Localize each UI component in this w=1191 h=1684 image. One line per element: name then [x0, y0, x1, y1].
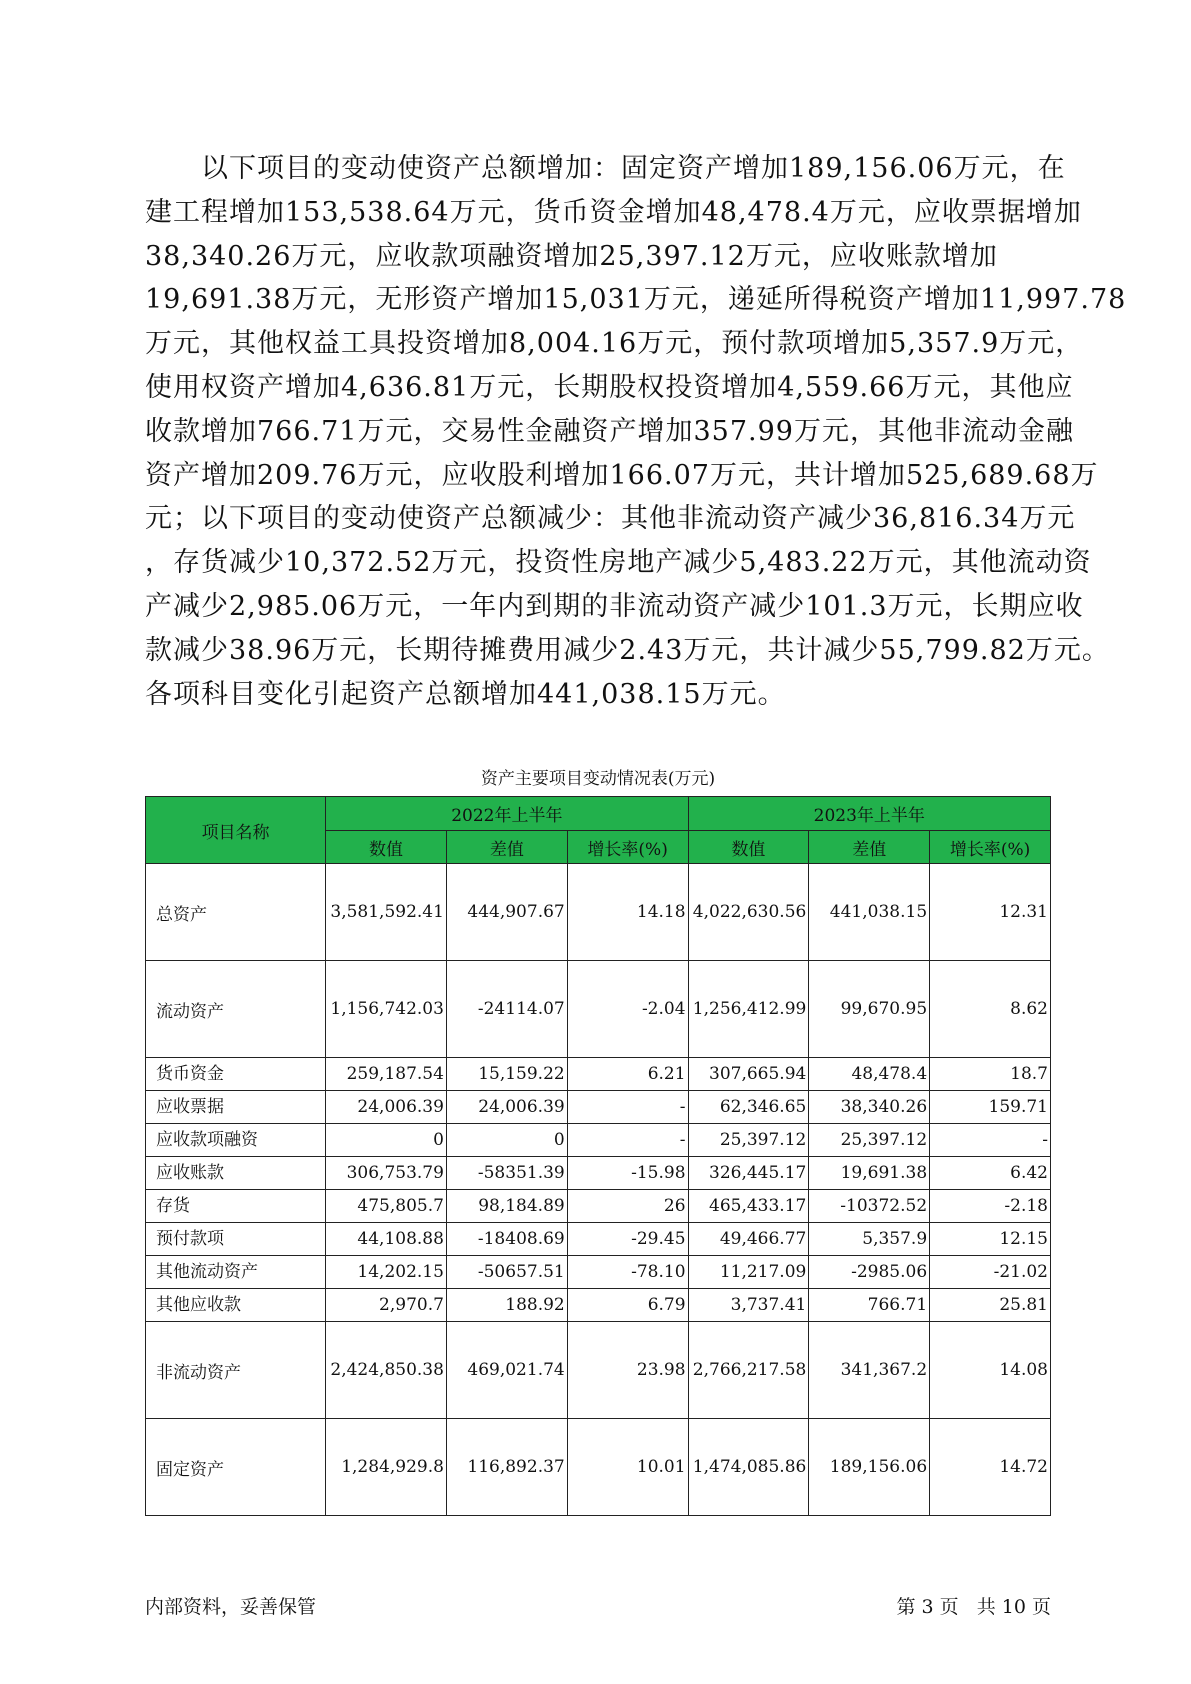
row-value-cell: 26	[567, 1190, 688, 1223]
row-value-cell: 25.81	[930, 1289, 1051, 1322]
row-value-cell: 38,340.26	[809, 1091, 930, 1124]
table-body	[146, 864, 1051, 1516]
row-value-cell: 14.72	[930, 1419, 1051, 1516]
row-value-cell: -58351.39	[446, 1157, 567, 1190]
row-item-name: 应收票据	[146, 1091, 326, 1124]
row-value-cell: -	[567, 1124, 688, 1157]
paragraph-line: 38,340.26万元，应收款项融资增加25,397.12万元，应收账款增加	[145, 240, 998, 272]
row-value-cell: 766.71	[809, 1289, 930, 1322]
row-value-cell: 4,022,630.56	[688, 864, 809, 961]
row-value-cell: 0	[326, 1124, 447, 1157]
row-value-cell: 44,108.88	[326, 1223, 447, 1256]
row-item-name: 其他流动资产	[146, 1256, 326, 1289]
row-value-cell: -2.18	[930, 1190, 1051, 1223]
table-row	[146, 1157, 1051, 1190]
row-value-cell: 98,184.89	[446, 1190, 567, 1223]
paragraph-line: 资产增加209.76万元，应收股利增加166.07万元，共计增加525,689.68万	[145, 459, 1099, 491]
header-rate-2022: 增长率(%)	[567, 831, 688, 864]
paragraph-line: 收款增加766.71万元，交易性金融资产增加357.99万元，其他非流动金融	[145, 415, 1074, 447]
row-value-cell: -50657.51	[446, 1256, 567, 1289]
table-row	[146, 1058, 1051, 1091]
header-diff-2023: 差值	[809, 831, 930, 864]
row-value-cell: -78.10	[567, 1256, 688, 1289]
row-value-cell: -15.98	[567, 1157, 688, 1190]
row-value-cell: -	[567, 1091, 688, 1124]
footer-page-number: 第 3 页 共 10 页	[896, 1596, 1051, 1618]
row-value-cell: 23.98	[567, 1322, 688, 1419]
table-row	[146, 1124, 1051, 1157]
row-value-cell: 12.31	[930, 864, 1051, 961]
table-row	[146, 961, 1051, 1058]
paragraph-line: 以下项目的变动使资产总额增加：固定资产增加189,156.06万元，在	[201, 153, 1066, 184]
row-value-cell: 2,766,217.58	[688, 1322, 809, 1419]
row-value-cell: 2,424,850.38	[326, 1322, 447, 1419]
row-value-cell: 10.01	[567, 1419, 688, 1516]
table-row	[146, 1289, 1051, 1322]
paragraph-line: 元；以下项目的变动使资产总额减少：其他非流动资产减少36,816.34万元	[145, 503, 1076, 535]
row-value-cell: 49,466.77	[688, 1223, 809, 1256]
row-value-cell: 1,474,085.86	[688, 1419, 809, 1516]
paragraph-line: 使用权资产增加4,636.81万元，长期股权投资增加4,559.66万元，其他应	[145, 371, 1074, 403]
row-value-cell: -2.04	[567, 961, 688, 1058]
row-value-cell: -10372.52	[809, 1190, 930, 1223]
row-value-cell: 14.18	[567, 864, 688, 961]
row-value-cell: 306,753.79	[326, 1157, 447, 1190]
row-value-cell: 441,038.15	[809, 864, 930, 961]
row-value-cell: 259,187.54	[326, 1058, 447, 1091]
row-item-name: 非流动资产	[146, 1322, 326, 1419]
row-value-cell: 3,737.41	[688, 1289, 809, 1322]
asset-change-table	[145, 796, 1051, 1516]
row-item-name: 固定资产	[146, 1419, 326, 1516]
row-value-cell: 5,357.9	[809, 1223, 930, 1256]
row-value-cell: -24114.07	[446, 961, 567, 1058]
paragraph-line: 万元，其他权益工具投资增加8,004.16万元，预付款项增加5,357.9万元，	[145, 328, 1084, 360]
row-value-cell: 0	[446, 1124, 567, 1157]
row-value-cell: 25,397.12	[809, 1124, 930, 1157]
row-value-cell: -29.45	[567, 1223, 688, 1256]
row-item-name: 存货	[146, 1190, 326, 1223]
row-value-cell: 1,284,929.8	[326, 1419, 447, 1516]
row-value-cell: 62,346.65	[688, 1091, 809, 1124]
row-value-cell: 6.79	[567, 1289, 688, 1322]
row-value-cell: 15,159.22	[446, 1058, 567, 1091]
table-row	[146, 1091, 1051, 1124]
row-value-cell: 465,433.17	[688, 1190, 809, 1223]
row-value-cell: 24,006.39	[326, 1091, 447, 1124]
row-value-cell: 48,478.4	[809, 1058, 930, 1091]
row-item-name: 流动资产	[146, 961, 326, 1058]
row-value-cell: 326,445.17	[688, 1157, 809, 1190]
row-item-name: 应收款项融资	[146, 1124, 326, 1157]
row-value-cell: 11,217.09	[688, 1256, 809, 1289]
row-value-cell: 6.42	[930, 1157, 1051, 1190]
header-item-name: 项目名称	[146, 797, 326, 864]
header-rate-2023: 增长率(%)	[930, 831, 1051, 864]
header-period-2023: 2023年上半年	[688, 797, 1050, 831]
row-value-cell: 18.7	[930, 1058, 1051, 1091]
row-value-cell: 3,581,592.41	[326, 864, 447, 961]
row-value-cell: 159.71	[930, 1091, 1051, 1124]
row-value-cell: 14,202.15	[326, 1256, 447, 1289]
table-row	[146, 1190, 1051, 1223]
row-value-cell: 307,665.94	[688, 1058, 809, 1091]
row-value-cell: 24,006.39	[446, 1091, 567, 1124]
row-value-cell: -21.02	[930, 1256, 1051, 1289]
paragraph-line: 款减少38.96万元，长期待摊费用减少2.43万元，共计减少55,799.82万元。	[145, 634, 1110, 666]
row-item-name: 货币资金	[146, 1058, 326, 1091]
row-value-cell: -18408.69	[446, 1223, 567, 1256]
row-value-cell: 469,021.74	[446, 1322, 567, 1419]
paragraph-line: 建工程增加153,538.64万元，货币资金增加48,478.4万元，应收票据增加	[145, 196, 1082, 228]
row-item-name: 应收账款	[146, 1157, 326, 1190]
row-value-cell: -	[930, 1124, 1051, 1157]
row-item-name: 预付款项	[146, 1223, 326, 1256]
row-value-cell: 341,367.2	[809, 1322, 930, 1419]
table-caption: 资产主要项目变动情况表(万元)	[480, 769, 716, 789]
row-item-name: 其他应收款	[146, 1289, 326, 1322]
row-value-cell: 2,970.7	[326, 1289, 447, 1322]
paragraph-line: 产减少2,985.06万元，一年内到期的非流动资产减少101.3万元，长期应收	[145, 590, 1084, 622]
row-value-cell: 19,691.38	[809, 1157, 930, 1190]
table-row	[146, 864, 1051, 961]
row-value-cell: 99,670.95	[809, 961, 930, 1058]
row-item-name: 总资产	[146, 864, 326, 961]
paragraph-line: 19,691.38万元，无形资产增加15,031万元，递延所得税资产增加11,997.78	[145, 284, 1127, 316]
row-value-cell: 8.62	[930, 961, 1051, 1058]
row-value-cell: 475,805.7	[326, 1190, 447, 1223]
row-value-cell: 1,256,412.99	[688, 961, 809, 1058]
row-value-cell: 1,156,742.03	[326, 961, 447, 1058]
row-value-cell: 14.08	[930, 1322, 1051, 1419]
row-value-cell: 25,397.12	[688, 1124, 809, 1157]
row-value-cell: 116,892.37	[446, 1419, 567, 1516]
header-value-2022: 数值	[326, 831, 447, 864]
row-value-cell: 6.21	[567, 1058, 688, 1091]
row-value-cell: 188.92	[446, 1289, 567, 1322]
table-row	[146, 1419, 1051, 1516]
footer-confidential: 内部资料，妥善保管	[145, 1596, 317, 1618]
row-value-cell: 444,907.67	[446, 864, 567, 961]
header-value-2023: 数值	[688, 831, 809, 864]
body-paragraph	[145, 147, 1127, 716]
table-row	[146, 1223, 1051, 1256]
paragraph-line: 各项科目变化引起资产总额增加441,038.15万元。	[145, 678, 786, 710]
table-row	[146, 1256, 1051, 1289]
header-period-2022: 2022年上半年	[326, 797, 688, 831]
row-value-cell: 189,156.06	[809, 1419, 930, 1516]
paragraph-line: ，存货减少10,372.52万元，投资性房地产减少5,483.22万元，其他流动资	[145, 547, 1092, 579]
table-row	[146, 1322, 1051, 1419]
row-value-cell: -2985.06	[809, 1256, 930, 1289]
header-diff-2022: 差值	[446, 831, 567, 864]
row-value-cell: 12.15	[930, 1223, 1051, 1256]
